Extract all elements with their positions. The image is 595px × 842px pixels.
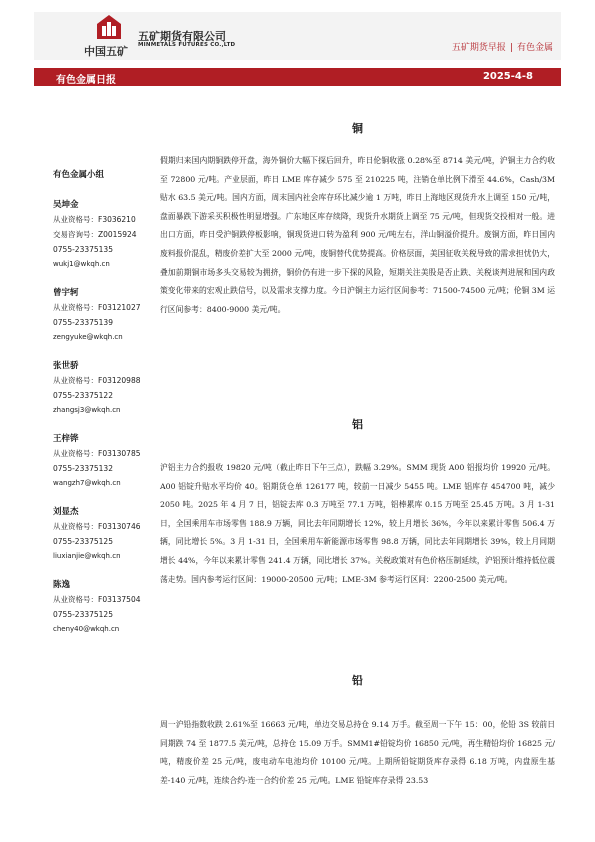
report-series-label xyxy=(452,40,553,53)
report-date: 2025-4-8 xyxy=(482,71,533,82)
minmetals-logo-icon xyxy=(96,14,122,40)
analyst-name: 张世骄 xyxy=(53,361,79,371)
analyst-card xyxy=(53,578,153,637)
header-separator: | xyxy=(509,43,513,53)
section-title-aluminum: 铝 xyxy=(352,418,363,431)
analyst-phone: 0755-23375125 xyxy=(53,537,113,546)
analyst-email[interactable]: cheny40@wkqh.cn xyxy=(53,625,120,633)
analyst-email[interactable]: liuxianjie@wkqh.cn xyxy=(53,552,121,560)
section-title-copper: 铜 xyxy=(352,122,363,135)
analyst-card xyxy=(53,286,153,345)
analyst-consult-license: 交易咨询号：Z0015924 xyxy=(53,230,137,239)
analyst-license: 从业资格号：F3036210 xyxy=(53,215,136,224)
analyst-phone: 0755-23375135 xyxy=(53,245,113,254)
analyst-name: 吴坤金 xyxy=(53,200,79,210)
analyst-license: 从业资格号：F03137504 xyxy=(53,595,141,604)
analyst-card xyxy=(53,505,153,564)
company-name-en: MINMETALS FUTURES CO.,LTD xyxy=(138,42,236,48)
analyst-name: 刘显杰 xyxy=(53,507,79,517)
analyst-license: 从业资格号：F03121027 xyxy=(53,303,141,312)
analyst-email[interactable]: wangzh7@wkqh.cn xyxy=(53,479,121,487)
section-text-aluminum: 沪铝主力合约报收 19820 元/吨（截止昨日下午三点），跌幅 3.29%。SMM 现货 A00 铝报均价 19920 元/吨。A00 铝锭升贴水平均价 40。铝期货仓单 126177 吨，较前一日减少 5455 吨。LME 铝库存 454700 吨，减少 2050 吨。2025 年 4 月 7 日，铝锭去库 0.3 万吨至 77.1 万吨，铝棒累库 0.15 万吨至 25.45 万吨。3 月 1-31 日，全国乘用车市场零售 188.9 万辆，同比去年同期增长 12%，较上月增长 36%，今年以来累计零售 506.4 万辆，同比增长 5%。3 月 1-31 日，全国乘用车新能源市场零售 98.8 万辆，同比去年同期增长 39%，较上月同期增长 44%，今年以来累计零售 241.4 万辆，同比增长 37%。关税政策对有色价格压制延续，沪铝预计维持低位震荡走势。国内参考运行区间：19000-20500 元/吨；LME-3M 参考运行区间：2200-2500 美元/吨。 xyxy=(160,463,555,584)
analyst-phone: 0755-23375122 xyxy=(53,391,113,400)
analyst-name: 曾宇轲 xyxy=(53,288,79,298)
analyst-name: 陈逸 xyxy=(53,580,71,590)
analyst-phone: 0755-23375125 xyxy=(53,610,113,619)
section-text-lead: 周一沪铅指数收跌 2.61%至 16663 元/吨，单边交易总持仓 9.14 万手。截至周一下午 15：00，伦铅 3S 较前日同期跌 74 至 1877.5 美元/吨，总持仓 15.09 万手。SMM1#铅锭均价 16850 元/吨，再生精铅均价 16825 元/吨，精废价差 25 元/吨，废电动车电池均价 10100 元/吨。上期所铅锭期货库存录得 6.18 万吨，内盘原生基差-140 元/吨，连续合约-连一合约价差 25 元/吨。LME 铅锭库存录得 23.53 xyxy=(160,720,555,785)
report-header xyxy=(34,12,561,60)
section-title-lead: 铅 xyxy=(352,674,363,687)
analyst-license: 从业资格号：F03120988 xyxy=(53,376,141,385)
analyst-phone: 0755-23375139 xyxy=(53,318,113,327)
analyst-card xyxy=(53,432,153,491)
analyst-email[interactable]: wukj1@wkqh.cn xyxy=(53,260,110,268)
report-title: 有色金属日报 xyxy=(56,75,116,86)
analyst-name: 王梓铧 xyxy=(53,434,79,444)
title-banner xyxy=(34,68,561,86)
company-name-cn: 五矿期货有限公司 xyxy=(138,30,226,43)
logo-text: 中国五矿 xyxy=(84,45,128,58)
analyst-email[interactable]: zengyuke@wkqh.cn xyxy=(53,333,123,341)
group-title: 有色金属小组 xyxy=(53,170,105,180)
analyst-sidebar xyxy=(53,168,153,651)
analyst-license: 从业资格号：F03130785 xyxy=(53,449,141,458)
report-category: 有色金属 xyxy=(516,43,553,53)
analyst-license: 从业资格号：F03130746 xyxy=(53,522,141,531)
section-text-copper: 假期归来国内期铜跌停开盘，海外铜价大幅下探后回升，昨日伦铜收涨 0.28%至 8714 美元/吨，沪铜主力合约收至 72800 元/吨。产业层面，昨日 LME 库存减少 575 至 210225 吨，注销仓单比例下滑至 44.6%，Cash/3M 贴水 63.5 美元/吨。国内方面，周末国内社会库存环比减少逾 1 万吨，昨日上海地区现货升水上调至 150 元/吨，盘面暴跌下游采买积极性明显增强。广东地区库存续降，现货升水期货上调至 75 元/吨，但现货交投相对一般。进出口方面，昨日受沪铜跌停板影响，铜现货进口转为盈利 900 元/吨左右，洋山铜溢价提升。废铜方面，昨日国内废料报价混乱，精废价差扩大至 2000 元/吨，废铜替代优势提高。价格层面，美国征收关税导致的需求担忧仍大，叠加前期铜市场多头交易较为拥挤，铜价仍有进一步下探的风险，短期关注美股是否止跌、关税谈判进展和国内政策变化带来的宏观止跌信号，以及需求支撑力度。今日沪铜主力运行区间参考：71500-74500 元/吨；伦铜 3M 运行区间参考：8400-9000 美元/吨。 xyxy=(160,156,555,314)
analyst-email[interactable]: zhangsj3@wkqh.cn xyxy=(53,406,121,414)
analyst-phone: 0755-23375132 xyxy=(53,464,113,473)
analyst-card xyxy=(53,359,153,418)
analyst-card xyxy=(53,198,153,272)
report-series: 五矿期货早报 xyxy=(451,43,506,53)
